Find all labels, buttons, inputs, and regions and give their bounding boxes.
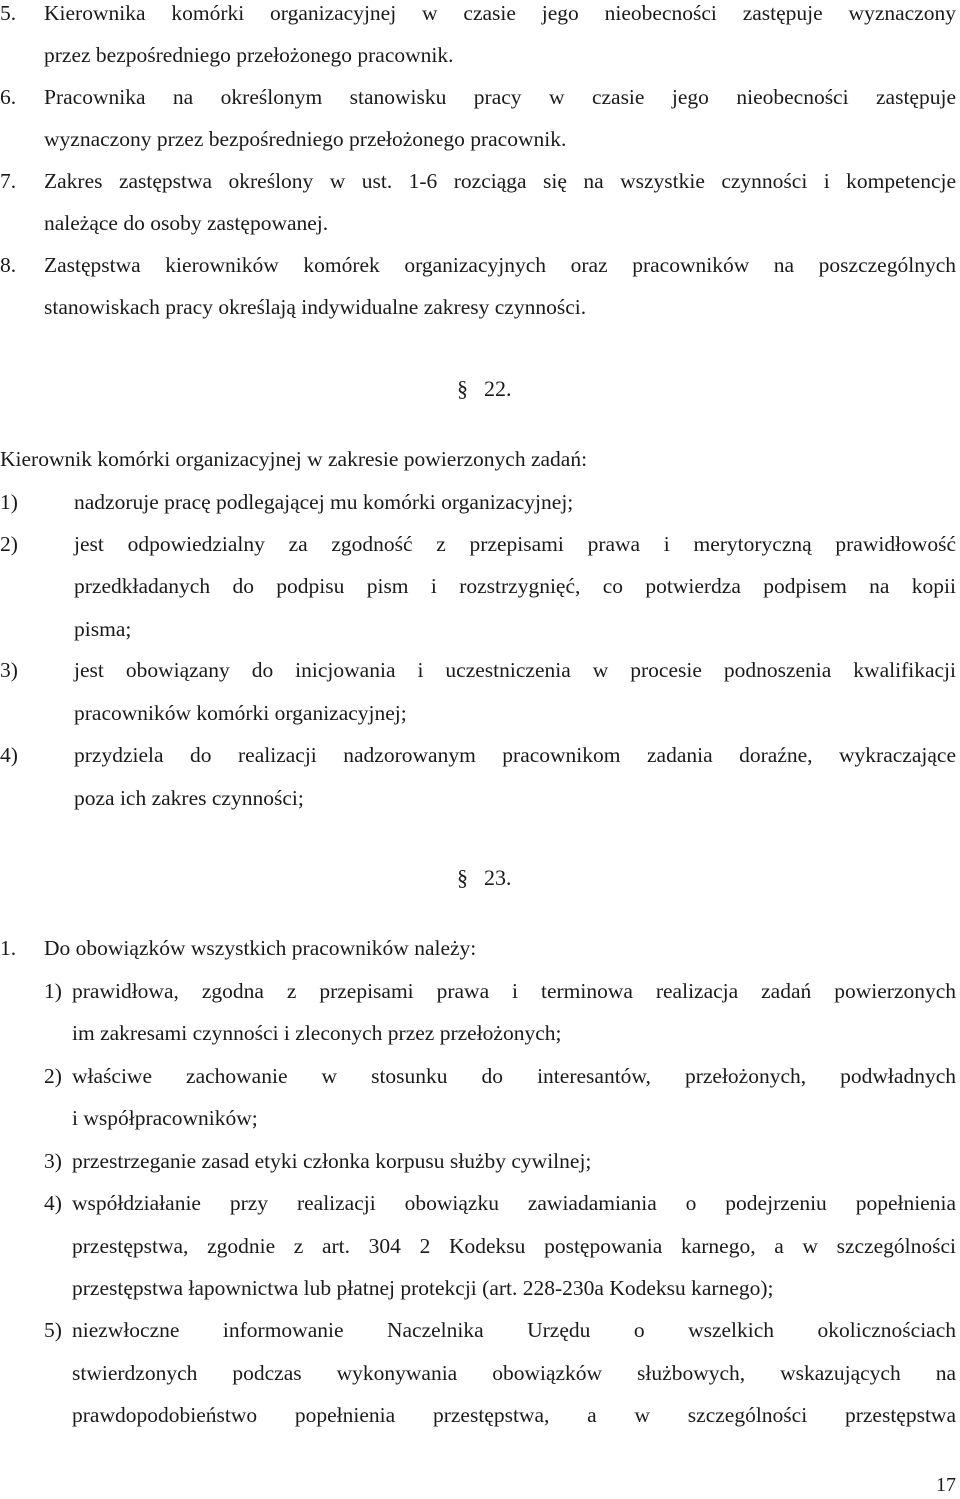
point-number: 4) bbox=[0, 743, 18, 767]
point-text-line: przestrzeganie zasad etyki członka korpusu służby cywilnej; bbox=[72, 1149, 592, 1173]
item-text-line: stanowiskach pracy określają indywidualne zakresy czynności. bbox=[44, 295, 587, 319]
point-number: 2) bbox=[0, 532, 18, 556]
section-number: 23. bbox=[484, 865, 512, 890]
point-number: 3) bbox=[44, 1149, 62, 1173]
item-number: 6. bbox=[0, 85, 17, 109]
item-text-line: wyznaczony przez bezpośredniego przełożonego pracownik. bbox=[44, 127, 567, 151]
item-text-line: Zakres zastępstwa określony w ust. 1-6 rozciąga się na wszystkie czynności i kompetencje bbox=[44, 169, 956, 193]
point-text-line: pisma; bbox=[74, 617, 132, 641]
item-text-line: przez bezpośredniego przełożonego pracownik. bbox=[44, 43, 454, 67]
section-23-item bbox=[0, 935, 476, 961]
point-text-line: i współpracowników; bbox=[72, 1106, 258, 1130]
item-text-line: należące do osoby zastępowanej. bbox=[44, 211, 329, 235]
point-text-line: nadzoruje pracę podlegającej mu komórki organizacyjnej; bbox=[74, 490, 574, 514]
point-number: 1) bbox=[44, 979, 62, 1003]
section-mark: § bbox=[457, 376, 468, 401]
point-number: 3) bbox=[0, 658, 18, 682]
point-text-line: współdziałanie przy realizacji obowiązku zawiadamiania o podejrzeniu popełnienia bbox=[72, 1191, 956, 1215]
item-text-line: Zastępstwa kierowników komórek organizacyjnych oraz pracowników na poszczególnych bbox=[44, 253, 956, 277]
point-number: 1) bbox=[0, 490, 18, 514]
point-text-line: pracowników komórki organizacyjnej; bbox=[74, 701, 407, 725]
section-23-heading bbox=[457, 865, 512, 891]
page-number: 17 bbox=[936, 1474, 956, 1496]
point-text-line: przestępstwa łapownictwa lub płatnej protekcji (art. 228-230a Kodeksu karnego); bbox=[72, 1276, 774, 1300]
point-text-line: im zakresami czynności i zleconych przez przełożonych; bbox=[72, 1021, 562, 1045]
item-number: 8. bbox=[0, 253, 17, 277]
point-text-line: poza ich zakres czynności; bbox=[74, 786, 304, 810]
section-23-intro: Do obowiązków wszystkich pracowników należy: bbox=[44, 936, 477, 960]
point-text-line: niezwłoczne informowanie Naczelnika Urzędu o wszelkich okolicznościach bbox=[72, 1318, 956, 1342]
item-number: 5. bbox=[0, 1, 17, 25]
point-text-line: przestępstwa, zgodnie z art. 304 2 Kodeksu postępowania karnego, a w szczególności bbox=[72, 1234, 956, 1258]
point-text-line: przedkładanych do podpisu pism i rozstrzygnięć, co potwierdza podpisem na kopii bbox=[74, 574, 956, 598]
point-number: 2) bbox=[44, 1064, 62, 1088]
point-text-line: jest odpowiedzialny za zgodność z przepisami prawa i merytoryczną prawidłowość bbox=[74, 532, 956, 556]
section-22-intro: Kierownik komórki organizacyjnej w zakresie powierzonych zadań: bbox=[0, 447, 588, 471]
section-22-heading bbox=[457, 376, 512, 402]
point-text-line: właściwe zachowanie w stosunku do interesantów, przełożonych, podwładnych bbox=[72, 1064, 956, 1088]
point-text-line: przydziela do realizacji nadzorowanym pracownikom zadania doraźne, wykraczające bbox=[74, 743, 956, 767]
point-number: 4) bbox=[44, 1191, 62, 1215]
section-mark: § bbox=[457, 865, 468, 890]
item-number: 1. bbox=[0, 936, 17, 960]
point-text-line: prawidłowa, zgodna z przepisami prawa i terminowa realizacja zadań powierzonych bbox=[72, 979, 956, 1003]
item-number: 7. bbox=[0, 169, 17, 193]
point-number: 5) bbox=[44, 1318, 62, 1342]
point-text-line: jest obowiązany do inicjowania i uczestniczenia w procesie podnoszenia kwalifikacji bbox=[74, 658, 956, 682]
item-text-line: Pracownika na określonym stanowisku pracy w czasie jego nieobecności zastępuje bbox=[44, 85, 956, 109]
point-text-line: prawdopodobieństwo popełnienia przestępstwa, a w szczególności przestępstwa bbox=[72, 1403, 956, 1427]
point-text-line: stwierdzonych podczas wykonywania obowiązków służbowych, wskazujących na bbox=[72, 1361, 956, 1385]
item-text-line: Kierownika komórki organizacyjnej w czasie jego nieobecności zastępuje wyznaczony bbox=[44, 1, 956, 25]
section-number: 22. bbox=[484, 376, 512, 401]
